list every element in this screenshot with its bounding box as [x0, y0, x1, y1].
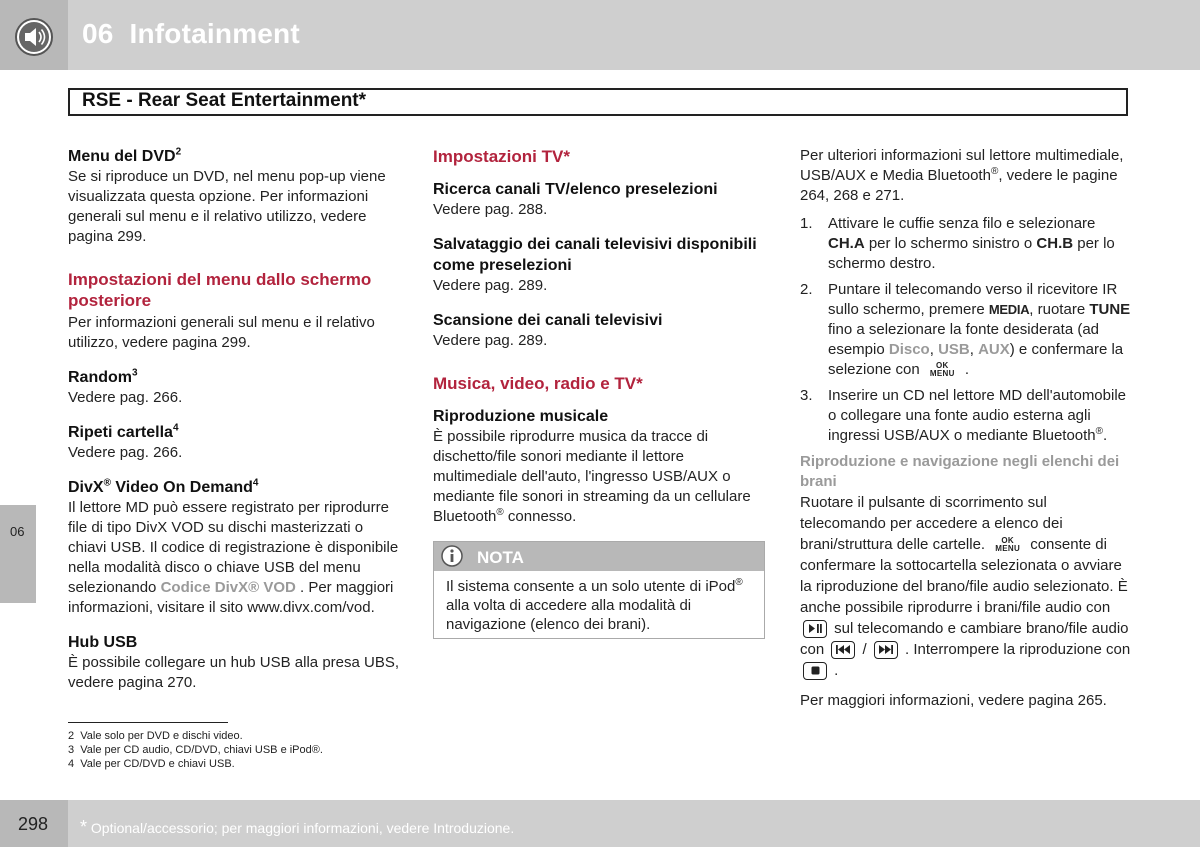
note-title: NOTA	[477, 548, 524, 567]
column-middle	[433, 146, 765, 527]
usb-hub-text: È possibile collegare un hub USB alla presa UBS, vedere pagina 270.	[68, 654, 400, 691]
divx-code-menu-item: Codice DivX® VOD	[160, 579, 296, 596]
footer-note: * Optional/accessorio; per maggiori informazioni, vedere Introduzione.	[80, 817, 515, 837]
rear-settings-heading: Impostazioni del menu dallo schermo posteriore	[68, 270, 372, 310]
random-text: Vedere pag. 266.	[68, 389, 183, 406]
channel-scan-heading: Scansione dei canali televisivi	[433, 312, 663, 329]
footnote-3: 3 Vale per CD audio, CD/DVD, chiavi USB e iPod®.	[68, 744, 323, 756]
channel-scan-text: Vedere pag. 289.	[433, 332, 548, 349]
divx-heading: DivX® Video On Demand$^4$	[68, 477, 259, 496]
rear-settings-text: Per informazioni generali sul menu e il relativo utilizzo, vedere pagina 299.	[68, 314, 375, 351]
ok-menu-icon: OK MENU	[929, 361, 955, 379]
usb-hub-heading: Hub USB	[68, 634, 138, 651]
step-3: 3. Inserire un CD nel lettore MD dell'automobile o collegare una fonte audio esterna agli ingressi USB/AUX o mediante Bluetooth®.	[800, 387, 1127, 444]
footnote-2: 2 Vale solo per DVD e dischi video.	[68, 730, 243, 742]
section-title: RSE - Rear Seat Entertainment*	[82, 90, 367, 111]
speaker-icon	[14, 17, 54, 57]
music-playback-heading: Riproduzione musicale	[433, 408, 609, 425]
navigation-text: Ruotare il pulsante di scorrimento sul telecomando per accedere a elenco dei brani/struttura delle cartelle. OK MENU consente di confermare la sottocartella selezionata o avviare la riproduzione del brano/file audio selezionato. È anche possibile riprodurre i brani/file audio con sul telecomando e cambiare brano/file audio con / . Interrompere la riproduzione con .	[800, 494, 1131, 679]
more-info-text: Per maggiori informazioni, vedere pagina 265.	[800, 692, 1107, 709]
side-tab-label: 06	[10, 524, 25, 539]
chapter-title: 06 Infotainment	[82, 18, 300, 49]
repeat-folder-heading: Ripeti cartella$^4$	[68, 422, 179, 441]
step-2: 2. Puntare il telecomando verso il ricevitore IR sullo schermo, premere MEDIA, ruotare TUNE fino a selezionare la fonte desiderata (ad esempio Disco, USB, AUX) e confermare la selezione con OK MENU .	[800, 281, 1131, 379]
random-heading: Random$^3$	[68, 367, 138, 386]
info-icon	[441, 545, 463, 567]
channel-search-text: Vedere pag. 288.	[433, 201, 548, 218]
column-right	[800, 146, 1132, 711]
note-text: Il sistema consente a un solo utente di iPod® alla volta di accedere alla modalità di navigazione (elenco dei brani).	[446, 577, 743, 633]
previous-track-icon	[831, 641, 855, 659]
footnote-4: 4 Vale per CD/DVD e chiavi USB.	[68, 758, 235, 770]
navigation-heading: Riproduzione e navigazione negli elenchi dei brani	[800, 453, 1120, 490]
repeat-folder-text: Vedere pag. 266.	[68, 444, 183, 461]
step-1: 1. Attivare le cuffie senza filo e selezionare CH.A per lo schermo sinistro o CH.B per lo schermo destro.	[800, 215, 1115, 272]
stop-icon	[803, 662, 827, 680]
side-chapter-tab	[0, 505, 36, 603]
play-pause-icon	[803, 620, 827, 638]
music-playback-text: È possibile riprodurre musica da tracce di dischetto/file sonori mediante il lettore multimediale dell'auto, l'ingresso USB/AUX o mediante file sonori in streaming da un cellulare Bluetooth® connesso.	[433, 428, 751, 525]
page-number: 298	[18, 814, 49, 834]
save-channels-heading: Salvataggio dei canali televisivi disponibili come preselezioni	[433, 236, 757, 274]
footnote-divider	[68, 722, 228, 723]
divx-text: Il lettore MD può essere registrato per riprodurre file di tipo DivX VOD su dischi masterizzati o chiavi USB. Il codice di registrazione è disponibile nella modalità disco o chiave USB del menu selezionando Codice DivX® VOD . Per maggiori informazioni, visitare il sito www.divx.com/vod.	[68, 499, 399, 616]
ok-menu-icon: OK MENU	[995, 536, 1021, 554]
dvd-menu-heading: Menu del DVD$^2$	[68, 146, 182, 165]
media-button-label: MEDIA	[988, 302, 1030, 317]
channel-search-heading: Ricerca canali TV/elenco preselezioni	[433, 181, 718, 198]
save-channels-text: Vedere pag. 289.	[433, 277, 548, 294]
tv-settings-heading: Impostazioni TV*	[433, 147, 570, 166]
next-track-icon	[874, 641, 898, 659]
intro-text: Per ulteriori informazioni sul lettore multimediale, USB/AUX e Media Bluetooth®, vedere le pagine 264, 268 e 271.	[800, 147, 1124, 204]
column-left	[68, 146, 403, 693]
music-video-heading: Musica, video, radio e TV*	[433, 374, 643, 393]
dvd-menu-text: Se si riproduce un DVD, nel menu pop-up viene visualizzata questa opzione. Per informazioni generali sul menu e il relativo utilizzo, vedere pagina 299.	[68, 168, 386, 245]
